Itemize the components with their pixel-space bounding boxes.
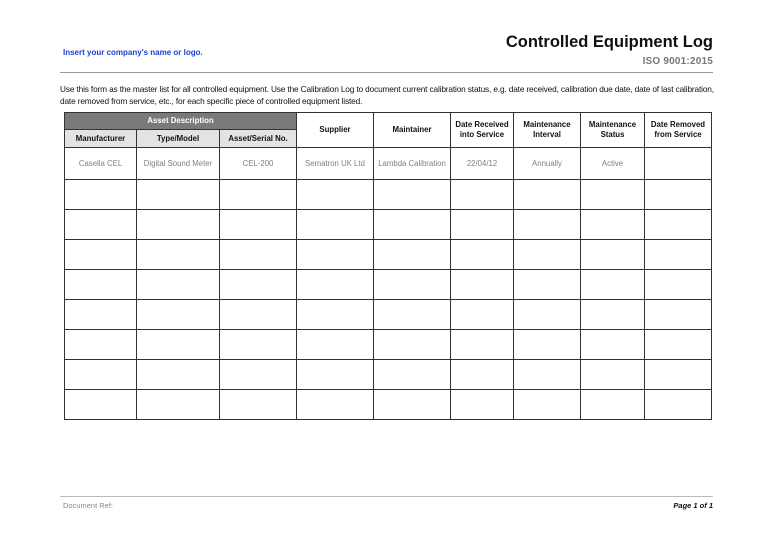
cell-maintenance-interval[interactable] [514, 300, 581, 330]
cell-type-model[interactable] [137, 330, 220, 360]
cell-type-model[interactable] [137, 240, 220, 270]
cell-maintenance-interval[interactable] [514, 390, 581, 420]
cell-supplier[interactable] [297, 300, 374, 330]
cell-supplier[interactable] [297, 240, 374, 270]
cell-asset-serial[interactable] [220, 360, 297, 390]
date-received-header: Date Received into Service [451, 113, 514, 148]
table-row [65, 240, 712, 270]
maintainer-header: Maintainer [374, 113, 451, 148]
cell-maintenance-status[interactable] [581, 360, 645, 390]
header-divider [60, 72, 713, 73]
cell-asset-serial[interactable] [220, 300, 297, 330]
cell-asset-serial[interactable] [220, 270, 297, 300]
cell-type-model[interactable] [137, 300, 220, 330]
cell-maintenance-status[interactable]: Active [581, 148, 645, 180]
cell-type-model[interactable]: Digital Sound Meter [137, 148, 220, 180]
cell-maintainer[interactable] [374, 360, 451, 390]
table-row [65, 390, 712, 420]
cell-manufacturer[interactable] [65, 210, 137, 240]
cell-asset-serial[interactable] [220, 180, 297, 210]
table-row [65, 148, 712, 180]
cell-date-received[interactable] [451, 300, 514, 330]
cell-maintainer[interactable] [374, 390, 451, 420]
cell-maintenance-interval[interactable] [514, 330, 581, 360]
cell-manufacturer[interactable] [65, 330, 137, 360]
type-model-header: Type/Model [137, 130, 220, 148]
cell-type-model[interactable] [137, 270, 220, 300]
table-row [65, 330, 712, 360]
cell-date-removed[interactable] [645, 240, 712, 270]
cell-maintainer[interactable] [374, 210, 451, 240]
cell-asset-serial[interactable]: CEL-200 [220, 148, 297, 180]
document-ref-label: Document Ref: [63, 501, 114, 510]
cell-maintenance-interval[interactable] [514, 360, 581, 390]
cell-maintenance-interval[interactable]: Annually [514, 148, 581, 180]
cell-maintainer[interactable] [374, 240, 451, 270]
page-title: Controlled Equipment Log [505, 33, 713, 51]
cell-date-received[interactable]: 22/04/12 [451, 148, 514, 180]
cell-date-removed[interactable] [645, 148, 712, 180]
table-row [65, 360, 712, 390]
cell-supplier[interactable] [297, 330, 374, 360]
cell-supplier[interactable] [297, 180, 374, 210]
cell-maintenance-status[interactable] [581, 270, 645, 300]
cell-date-removed[interactable] [645, 330, 712, 360]
table-row [65, 270, 712, 300]
cell-date-removed[interactable] [645, 390, 712, 420]
cell-manufacturer[interactable]: Casella CEL [65, 148, 137, 180]
asset-description-header: Asset Description [65, 113, 297, 130]
table-row [65, 210, 712, 240]
cell-maintenance-interval[interactable] [514, 240, 581, 270]
page-number: Page 1 of 1 [673, 501, 713, 510]
cell-date-received[interactable] [451, 360, 514, 390]
equipment-log-table [64, 112, 712, 420]
footer-divider [60, 496, 713, 497]
table-row [65, 180, 712, 210]
cell-maintainer[interactable] [374, 300, 451, 330]
cell-maintenance-status[interactable] [581, 300, 645, 330]
cell-manufacturer[interactable] [65, 180, 137, 210]
cell-maintenance-interval[interactable] [514, 270, 581, 300]
cell-maintenance-interval[interactable] [514, 180, 581, 210]
cell-date-received[interactable] [451, 330, 514, 360]
cell-supplier[interactable] [297, 270, 374, 300]
cell-type-model[interactable] [137, 360, 220, 390]
cell-maintainer[interactable] [374, 270, 451, 300]
cell-supplier[interactable] [297, 360, 374, 390]
iso-standard-label: ISO 9001:2015 [642, 56, 713, 67]
cell-date-received[interactable] [451, 180, 514, 210]
cell-manufacturer[interactable] [65, 300, 137, 330]
cell-asset-serial[interactable] [220, 330, 297, 360]
cell-date-removed[interactable] [645, 270, 712, 300]
cell-supplier[interactable] [297, 390, 374, 420]
cell-maintenance-status[interactable] [581, 330, 645, 360]
cell-type-model[interactable] [137, 210, 220, 240]
cell-manufacturer[interactable] [65, 360, 137, 390]
cell-asset-serial[interactable] [220, 390, 297, 420]
cell-maintainer[interactable] [374, 330, 451, 360]
cell-date-received[interactable] [451, 390, 514, 420]
cell-maintenance-status[interactable] [581, 180, 645, 210]
cell-maintenance-status[interactable] [581, 390, 645, 420]
cell-maintainer[interactable]: Lambda Calibration [374, 148, 451, 180]
manufacturer-header: Manufacturer [65, 130, 137, 148]
cell-date-removed[interactable] [645, 180, 712, 210]
cell-maintenance-interval[interactable] [514, 210, 581, 240]
cell-supplier[interactable]: Sematron UK Ltd [297, 148, 374, 180]
cell-supplier[interactable] [297, 210, 374, 240]
cell-type-model[interactable] [137, 390, 220, 420]
cell-date-received[interactable] [451, 210, 514, 240]
asset-serial-header: Asset/Serial No. [220, 130, 297, 148]
cell-date-removed[interactable] [645, 210, 712, 240]
cell-date-received[interactable] [451, 270, 514, 300]
cell-manufacturer[interactable] [65, 390, 137, 420]
cell-asset-serial[interactable] [220, 210, 297, 240]
company-logo-placeholder: Insert your company's name or logo. [63, 48, 203, 57]
maintenance-status-header: Maintenance Status [581, 113, 645, 148]
cell-manufacturer[interactable] [65, 270, 137, 300]
date-removed-header: Date Removed from Service [645, 113, 712, 148]
cell-date-removed[interactable] [645, 360, 712, 390]
cell-maintenance-status[interactable] [581, 210, 645, 240]
table-row [65, 300, 712, 330]
supplier-header: Supplier [297, 113, 374, 148]
maintenance-interval-header: Maintenance Interval [514, 113, 581, 148]
cell-asset-serial[interactable] [220, 240, 297, 270]
cell-date-received[interactable] [451, 240, 514, 270]
cell-manufacturer[interactable] [65, 240, 137, 270]
cell-maintenance-status[interactable] [581, 240, 645, 270]
cell-maintainer[interactable] [374, 180, 451, 210]
instructions-text: Use this form as the master list for all controlled equipment. Use the Calibration Log to document current calibration status, e.g. date received, calibration due date, date of last calibration, date removed from service, etc., for each specific piece of controlled equipment listed. [60, 84, 714, 106]
cell-type-model[interactable] [137, 180, 220, 210]
cell-date-removed[interactable] [645, 300, 712, 330]
